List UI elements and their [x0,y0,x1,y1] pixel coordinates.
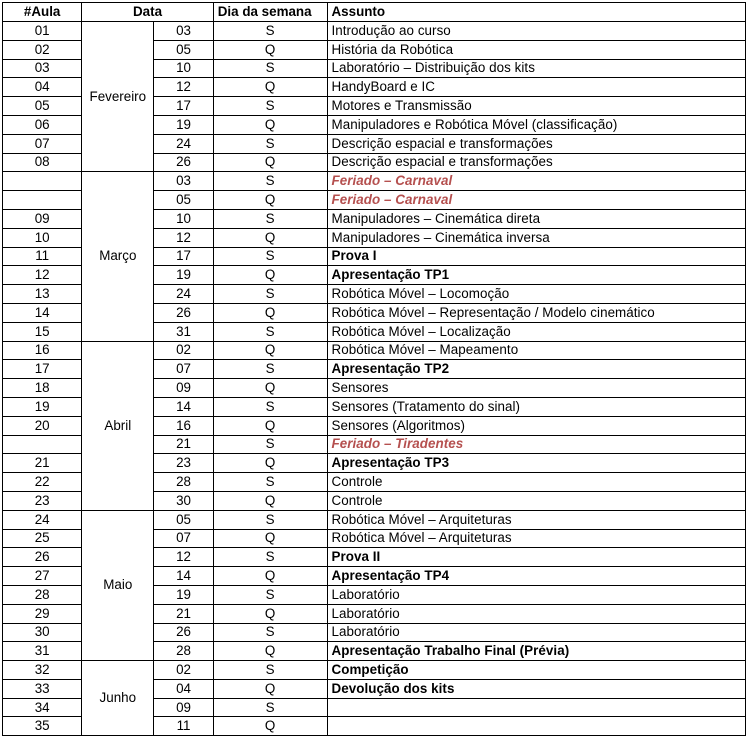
schedule-body [3,22,746,736]
weekday-cell: S [213,22,327,41]
subject-cell: Controle [327,473,746,492]
aula-number-cell: 05 [3,97,82,116]
aula-number-cell: 01 [3,22,82,41]
subject-cell: Apresentação TP4 [327,567,746,586]
weekday-cell: Q [213,228,327,247]
weekday-cell: S [213,285,327,304]
subject-cell: Robótica Móvel – Mapeamento [327,341,746,360]
day-cell: 04 [154,679,213,698]
weekday-cell: Q [213,717,327,736]
aula-number-cell: 32 [3,661,82,680]
weekday-cell: Q [213,454,327,473]
aula-number-cell: 34 [3,698,82,717]
subject-cell: Descrição espacial e transformações [327,153,746,172]
aula-number-cell: 21 [3,454,82,473]
weekday-cell: Q [213,191,327,210]
aula-number-cell: 25 [3,529,82,548]
day-cell: 05 [154,40,213,59]
aula-number-cell: 10 [3,228,82,247]
aula-number-cell [3,191,82,210]
day-cell: 16 [154,416,213,435]
weekday-cell: S [213,247,327,266]
day-cell: 19 [154,585,213,604]
month-cell: Maio [82,510,154,660]
weekday-cell: S [213,510,327,529]
day-cell: 10 [154,59,213,78]
header-row [3,3,746,22]
weekday-cell: S [213,585,327,604]
aula-number-cell [3,172,82,191]
day-cell: 14 [154,397,213,416]
aula-number-cell: 30 [3,623,82,642]
month-cell: Fevereiro [82,22,154,172]
day-cell: 07 [154,529,213,548]
subject-cell [327,698,746,717]
aula-number-cell: 15 [3,322,82,341]
day-cell: 02 [154,661,213,680]
subject-cell: Descrição espacial e transformações [327,134,746,153]
weekday-cell: S [213,435,327,454]
day-cell: 26 [154,623,213,642]
weekday-cell: Q [213,529,327,548]
subject-cell: Introdução ao curso [327,22,746,41]
weekday-cell: S [213,473,327,492]
weekday-cell: S [213,59,327,78]
subject-cell: Manipuladores – Cinemática direta [327,209,746,228]
weekday-cell: Q [213,491,327,510]
aula-number-cell: 33 [3,679,82,698]
subject-cell: Devolução dos kits [327,679,746,698]
subject-cell: Robótica Móvel – Arquiteturas [327,529,746,548]
weekday-cell: Q [213,40,327,59]
header-data: Data [82,3,213,22]
day-cell: 09 [154,698,213,717]
aula-number-cell: 04 [3,78,82,97]
day-cell: 17 [154,97,213,116]
subject-cell: Feriado – Carnaval [327,172,746,191]
subject-cell: Robótica Móvel – Representação / Modelo cinemático [327,303,746,322]
subject-cell: Laboratório [327,604,746,623]
day-cell: 12 [154,548,213,567]
month-cell: Abril [82,341,154,510]
weekday-cell: S [213,698,327,717]
subject-cell: Manipuladores e Robótica Móvel (classificação) [327,115,746,134]
day-cell: 31 [154,322,213,341]
weekday-cell: S [213,397,327,416]
day-cell: 02 [154,341,213,360]
weekday-cell: S [213,172,327,191]
header-aula: #Aula [3,3,82,22]
day-cell: 28 [154,473,213,492]
day-cell: 19 [154,266,213,285]
aula-number-cell: 14 [3,303,82,322]
table-row [3,510,746,529]
subject-cell: Prova II [327,548,746,567]
weekday-cell: S [213,360,327,379]
subject-cell: Robótica Móvel – Arquiteturas [327,510,746,529]
weekday-cell: Q [213,567,327,586]
day-cell: 26 [154,303,213,322]
aula-number-cell: 03 [3,59,82,78]
day-cell: 17 [154,247,213,266]
day-cell: 09 [154,379,213,398]
subject-cell: Laboratório [327,623,746,642]
aula-number-cell: 07 [3,134,82,153]
subject-cell: Controle [327,491,746,510]
day-cell: 03 [154,172,213,191]
aula-number-cell: 12 [3,266,82,285]
weekday-cell: Q [213,78,327,97]
subject-cell: Prova I [327,247,746,266]
subject-cell: Sensores (Algoritmos) [327,416,746,435]
aula-number-cell: 27 [3,567,82,586]
subject-cell: Apresentação TP1 [327,266,746,285]
weekday-cell: Q [213,115,327,134]
subject-cell: Apresentação TP2 [327,360,746,379]
subject-cell: História da Robótica [327,40,746,59]
day-cell: 26 [154,153,213,172]
table-row [3,661,746,680]
month-cell: Março [82,172,154,341]
day-cell: 07 [154,360,213,379]
weekday-cell: S [213,548,327,567]
weekday-cell: Q [213,679,327,698]
weekday-cell: S [213,134,327,153]
weekday-cell: Q [213,642,327,661]
subject-cell: Laboratório – Distribuição dos kits [327,59,746,78]
weekday-cell: S [213,623,327,642]
subject-cell: Robótica Móvel – Localização [327,322,746,341]
aula-number-cell: 29 [3,604,82,623]
weekday-cell: Q [213,604,327,623]
weekday-cell: S [213,209,327,228]
day-cell: 21 [154,435,213,454]
aula-number-cell [3,435,82,454]
subject-cell [327,717,746,736]
day-cell: 12 [154,228,213,247]
weekday-cell: Q [213,416,327,435]
table-row [3,341,746,360]
aula-number-cell: 35 [3,717,82,736]
aula-number-cell: 28 [3,585,82,604]
weekday-cell: Q [213,303,327,322]
subject-cell: Motores e Transmissão [327,97,746,116]
weekday-cell: Q [213,153,327,172]
table-row [3,22,746,41]
aula-number-cell: 17 [3,360,82,379]
subject-cell: Sensores [327,379,746,398]
subject-cell: HandyBoard e IC [327,78,746,97]
subject-cell: Feriado – Tiradentes [327,435,746,454]
aula-number-cell: 31 [3,642,82,661]
subject-cell: Apresentação TP3 [327,454,746,473]
day-cell: 19 [154,115,213,134]
subject-cell: Robótica Móvel – Locomoção [327,285,746,304]
aula-number-cell: 20 [3,416,82,435]
header-assunto: Assunto [327,3,746,22]
aula-number-cell: 24 [3,510,82,529]
month-cell: Junho [82,661,154,736]
weekday-cell: S [213,97,327,116]
weekday-cell: Q [213,379,327,398]
day-cell: 24 [154,134,213,153]
subject-cell: Laboratório [327,585,746,604]
schedule-table [2,2,746,736]
header-dia-semana: Dia da semana [213,3,327,22]
table-row [3,172,746,191]
aula-number-cell: 08 [3,153,82,172]
weekday-cell: S [213,661,327,680]
day-cell: 05 [154,191,213,210]
day-cell: 28 [154,642,213,661]
day-cell: 24 [154,285,213,304]
weekday-cell: Q [213,341,327,360]
day-cell: 03 [154,22,213,41]
subject-cell: Competição [327,661,746,680]
day-cell: 12 [154,78,213,97]
aula-number-cell: 16 [3,341,82,360]
aula-number-cell: 22 [3,473,82,492]
aula-number-cell: 19 [3,397,82,416]
day-cell: 23 [154,454,213,473]
day-cell: 21 [154,604,213,623]
subject-cell: Sensores (Tratamento do sinal) [327,397,746,416]
day-cell: 30 [154,491,213,510]
aula-number-cell: 06 [3,115,82,134]
aula-number-cell: 23 [3,491,82,510]
day-cell: 11 [154,717,213,736]
day-cell: 05 [154,510,213,529]
subject-cell: Manipuladores – Cinemática inversa [327,228,746,247]
weekday-cell: S [213,322,327,341]
weekday-cell: Q [213,266,327,285]
aula-number-cell: 18 [3,379,82,398]
day-cell: 14 [154,567,213,586]
subject-cell: Apresentação Trabalho Final (Prévia) [327,642,746,661]
aula-number-cell: 09 [3,209,82,228]
aula-number-cell: 13 [3,285,82,304]
aula-number-cell: 11 [3,247,82,266]
aula-number-cell: 02 [3,40,82,59]
subject-cell: Feriado – Carnaval [327,191,746,210]
day-cell: 10 [154,209,213,228]
aula-number-cell: 26 [3,548,82,567]
